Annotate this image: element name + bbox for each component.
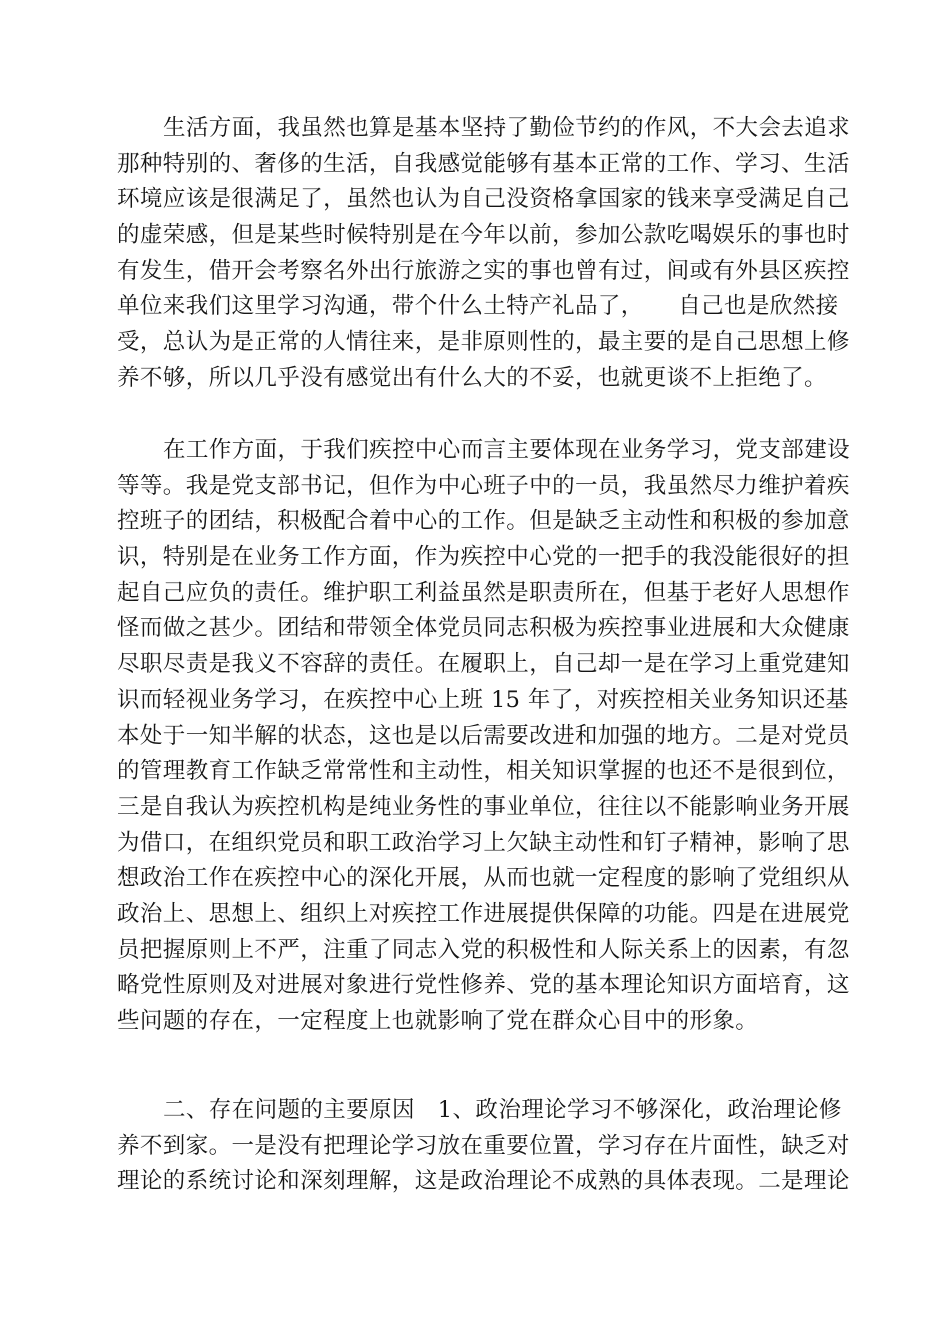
text-line: 二、存在问题的主要原因 1、政治理论学习不够深化，政治理论修 (163, 1097, 842, 1123)
text-line: 怪而做之甚少。团结和带领全体党员同志积极为疾控事业进展和大众健康 (117, 615, 850, 642)
text-line: 的管理教育工作缺乏常常性和主动性，相关知识掌握的也还不是很到位， (117, 758, 850, 785)
text-line: 为借口，在组织党员和职工政治学习上欠缺主动性和钉子精神，影响了思 (117, 829, 850, 856)
text-line: 受，总认为是正常的人情往来，是非原则性的，最主要的是自己思想上修 (117, 329, 850, 356)
paragraph-causes (117, 1093, 850, 1200)
text-line: 本处于一知半解的状态，这也是以后需要改进和加强的地方。二是对党员 (117, 722, 850, 749)
text-line: 环境应该是很满足了，虽然也认为自己没资格拿国家的钱来享受满足自己 (117, 186, 850, 213)
text-line: 那种特别的、奢侈的生活，自我感觉能够有基本正常的工作、学习、生活 (117, 150, 850, 177)
text-line: 三是自我认为疾控机构是纯业务性的事业单位，往往以不能影响业务开展 (117, 793, 850, 820)
text-line: 政治上、思想上、组织上对疾控工作进展提供保障的功能。四是在进展党 (117, 900, 850, 927)
text-line: 生活方面，我虽然也算是基本坚持了勤俭节约的作风，不大会去追求 (163, 115, 851, 141)
text-line: 在工作方面，于我们疾控中心而言主要体现在业务学习，党支部建设 (163, 437, 851, 463)
text-line: 识而轻视业务学习，在疾控中心上班 15 年了，对疾控相关业务知识还基 (117, 686, 849, 713)
text-line: 单位来我们这里学习沟通，带个什么土特产礼品了， 自己也是欣然接 (117, 293, 839, 320)
text-line: 些问题的存在，一定程度上也就影响了党在群众心目中的形象。 (117, 1008, 759, 1034)
text-line: 尽职尽责是我义不容辞的责任。在履职上，自己却一是在学习上重党建知 (117, 651, 850, 678)
paragraph-living (117, 111, 851, 397)
paragraph-work (117, 433, 851, 1040)
text-line: 理论的系统讨论和深刻理解，这是政治理论不成熟的具体表现。二是理论 (117, 1168, 850, 1195)
text-line: 有发生，借开会考察名外出行旅游之实的事也曾有过，间或有外县区疾控 (117, 257, 850, 284)
text-line: 想政治工作在疾控中心的深化开展，从而也就一定程度的影响了党组织从 (117, 865, 850, 892)
text-line: 控班子的团结，积极配合着中心的工作。但是缺乏主动性和积极的参加意 (117, 508, 850, 535)
text-line: 等等。我是党支部书记，但作为中心班子中的一员，我虽然尽力维护着疾 (117, 472, 850, 499)
text-line: 养不到家。一是没有把理论学习放在重要位置，学习存在片面性，缺乏对 (117, 1132, 850, 1159)
text-line: 员把握原则上不严，注重了同志入党的积极性和人际关系上的因素，有忽 (117, 936, 850, 963)
text-line: 起自己应负的责任。维护职工利益虽然是职责所在，但基于老好人思想作 (117, 579, 850, 606)
text-line: 的虚荣感，但是某些时候特别是在今年以前，参加公款吃喝娱乐的事也时 (117, 222, 850, 249)
text-line: 养不够，所以几乎没有感觉出有什么大的不妥，也就更谈不上拒绝了。 (117, 364, 827, 391)
text-line: 略党性原则及对进展对象进行党性修养、党的基本理论知识方面培育，这 (117, 972, 850, 999)
text-line: 识，特别是在业务工作方面，作为疾控中心党的一把手的我没能很好的担 (117, 544, 850, 571)
